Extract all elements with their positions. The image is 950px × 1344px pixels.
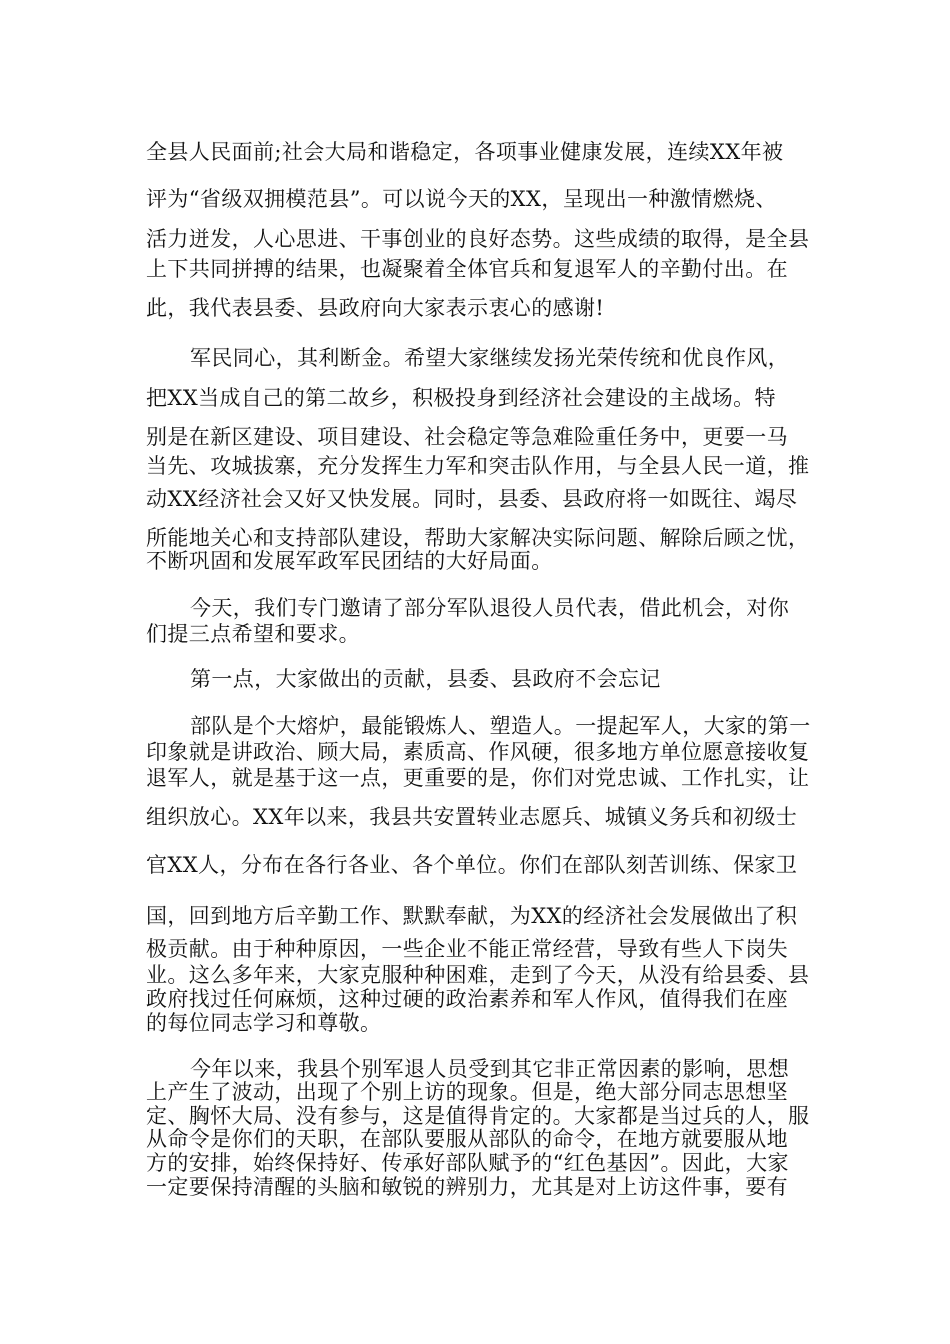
text-line: 今年以来，我县个别军退人员受到其它非正常因素的影响，思想: [190, 1057, 790, 1081]
text-line: 评为“省级双拥模范县”。可以说今天的XX，呈现出一种激情燃烧、: [146, 187, 777, 211]
section-heading: 第一点，大家做出的贡献，县委、县政府不会忘记: [190, 667, 661, 691]
text-line: 从命令是你们的天职，在部队要服从部队的命令，在地方就要服从地: [146, 1127, 788, 1151]
text-line: 退军人，就是基于这一点，更重要的是，你们对党忠诚、工作扎实，让: [146, 766, 810, 790]
text-line: 活力迸发，人心思进、干事创业的良好态势。这些成绩的取得，是全县: [146, 227, 810, 251]
text-line: 政府找过任何麻烦，这种过硬的政治素养和军人作风，值得我们在座: [146, 987, 788, 1011]
text-line: 业。这么多年来，大家克服种种困难，走到了今天，从没有给县委、县: [146, 963, 810, 987]
text-line: 极贡献。由于种种原因，一些企业不能正常经营，导致有些人下岗失: [146, 937, 788, 961]
text-line: 全县人民面前;社会大局和谐稳定，各项事业健康发展，连续XX年被: [146, 140, 784, 164]
text-line: 把XX当成自己的第二故乡，积极投身到经济社会建设的主战场。特: [146, 386, 776, 410]
text-line: 们提三点希望和要求。: [146, 622, 360, 646]
text-line: 的每位同志学习和尊敬。: [146, 1011, 382, 1035]
text-line: 定、胸怀大局、没有参与，这是值得肯定的。大家都是当过兵的人，服: [146, 1104, 810, 1128]
text-line: 今天，我们专门邀请了部分军队退役人员代表，借此机会，对你: [190, 596, 790, 620]
text-line: 此，我代表县委、县政府向大家表示衷心的感谢!: [146, 296, 605, 320]
text-line: 印象就是讲政治、顾大局，素质高、作风硬，很多地方单位愿意接收复: [146, 740, 810, 764]
text-line: 所能地关心和支持部队建设，帮助大家解决实际问题、解除后顾之忧，: [146, 526, 810, 550]
text-line: 上下共同拼搏的结果，也凝聚着全体官兵和复退军人的辛勤付出。在: [146, 257, 788, 281]
text-line: 上产生了波动，出现了个别上访的现象。但是，绝大部分同志思想坚: [146, 1080, 788, 1104]
text-line: 一定要保持清醒的头脑和敏锐的辨别力，尤其是对上访这件事，要有: [146, 1175, 788, 1199]
text-line: 不断巩固和发展军政军民团结的大好局面。: [146, 549, 553, 573]
text-line: 动XX经济社会又好又快发展。同时，县委、县政府将一如既往、竭尽: [146, 487, 798, 511]
text-line: 国，回到地方后辛勤工作、默默奉献，为XX的经济社会发展做出了积: [146, 904, 798, 928]
text-line: 当先、攻城拔寨，充分发挥生力军和突击队作用，与全县人民一道，推: [146, 454, 810, 478]
text-line: 部队是个大熔炉，最能锻炼人、塑造人。一提起军人，大家的第一: [190, 714, 811, 738]
text-line: 方的安排，始终保持好、传承好部队赋予的“红色基因”。因此，大家: [146, 1151, 789, 1175]
text-line: 军民同心，其利断金。希望大家继续发扬光荣传统和优良作风，: [190, 346, 790, 370]
text-line: 组织放心。XX年以来，我县共安置转业志愿兵、城镇义务兵和初级士: [146, 805, 798, 829]
text-line: 官XX人，分布在各行各业、各个单位。你们在部队刻苦训练、保家卫: [146, 853, 798, 877]
text-line: 别是在新区建设、项目建设、社会稳定等急难险重任务中，更要一马: [146, 425, 788, 449]
